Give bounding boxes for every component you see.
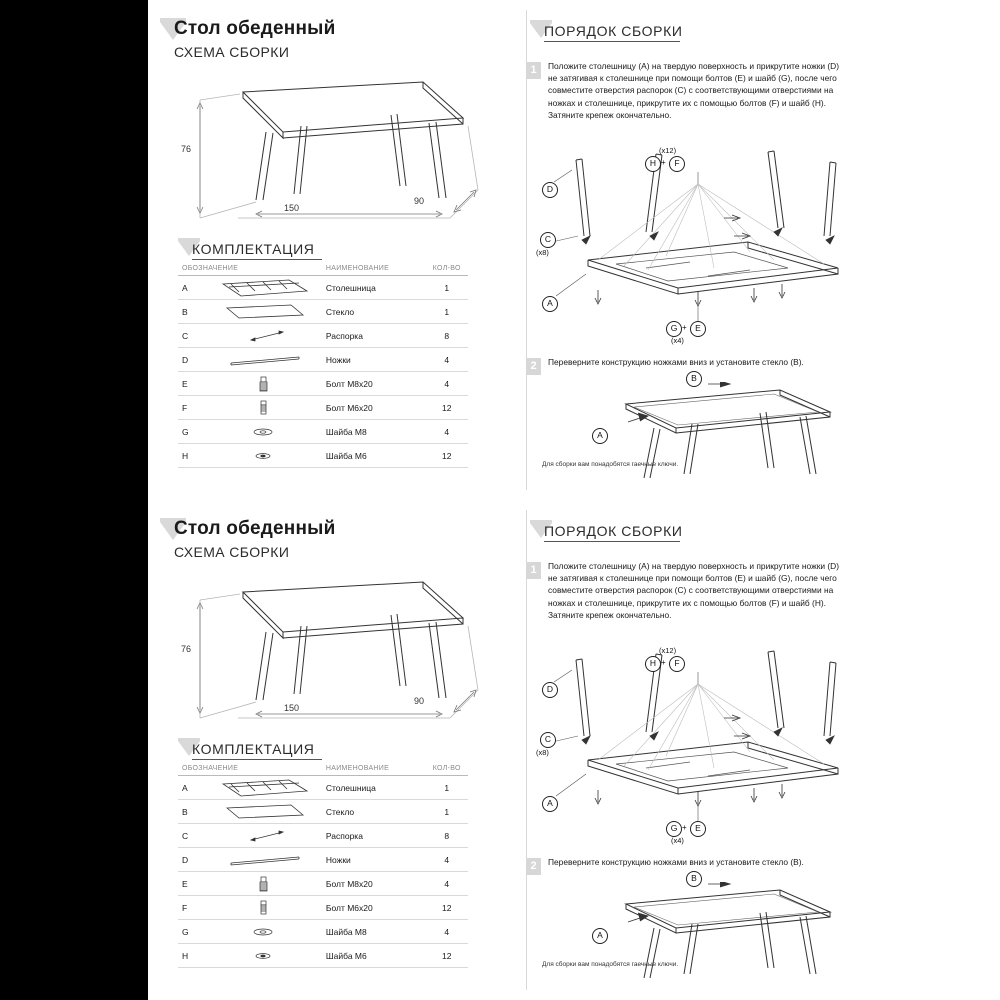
bolt-m6-icon	[207, 396, 322, 420]
page-title: Стол обеденный	[174, 18, 336, 39]
table-row	[178, 824, 468, 848]
dimension-length: 150	[284, 703, 300, 713]
part-code: F	[178, 896, 207, 920]
callout-H: H	[645, 156, 661, 172]
table-row	[178, 372, 468, 396]
spacer-icon	[207, 824, 322, 848]
part-code: H	[178, 944, 207, 968]
part-name: Стекло	[322, 300, 426, 324]
assembly-manual-page	[148, 0, 1000, 1000]
part-name: Распорка	[322, 324, 426, 348]
washer-m8-icon	[207, 920, 322, 944]
callout-D: D	[542, 682, 558, 698]
step-text-2: Переверните конструкцию ножками вниз и установите стекло (B).	[548, 357, 804, 367]
step-text-1: Положите столешницу (A) на твердую поверхность и прикрутите ножки (D) не затягивая к столешнице при помощи болтов (E) и шайб (G), после чего совместите отверстия распорок (C) с соответствующими отверстиями на ножках и столешнице, прикрутите их с помощью болтов (F) и шайб (H). Затяните крепеж окончательно.	[548, 61, 839, 120]
part-name: Ножки	[322, 348, 426, 372]
part-qty: 8	[425, 324, 468, 348]
page-subtitle: СХЕМА СБОРКИ	[174, 544, 290, 560]
callout-B: B	[686, 371, 702, 387]
step-number-2: 2	[526, 858, 541, 875]
parts-table	[178, 762, 468, 968]
section-title-parts: КОМПЛЕКТАЦИЯ	[192, 241, 315, 257]
part-qty: 4	[425, 372, 468, 396]
table-row	[178, 896, 468, 920]
qty-h-f: (x12)	[659, 646, 677, 655]
part-code: A	[178, 776, 207, 800]
part-name: Болт M8x20	[322, 372, 426, 396]
leg-icon	[207, 348, 322, 372]
part-name: Столешница	[322, 776, 426, 800]
header-code: ОБОЗНАЧЕНИЕ	[178, 262, 322, 276]
qty-c: (x8)	[536, 748, 549, 757]
part-qty: 4	[425, 420, 468, 444]
callout-F: F	[669, 656, 685, 672]
step1-exploded-drawing	[538, 140, 878, 345]
table-row	[178, 944, 468, 968]
part-name: Распорка	[322, 824, 426, 848]
dimension-width: 90	[414, 196, 425, 206]
step-text-1: Положите столешницу (A) на твердую поверхность и прикрутите ножки (D) не затягивая к столешнице при помощи болтов (E) и шайб (G), после чего совместите отверстия распорок (C) с соответствующими отверстиями на ножках и столешнице, прикрутите их с помощью болтов (F) и шайб (H). Затяните крепеж окончательно.	[548, 561, 839, 620]
part-code: H	[178, 444, 207, 468]
part-qty: 4	[425, 872, 468, 896]
table-row	[178, 444, 468, 468]
step-number-1: 1	[526, 562, 541, 579]
part-qty: 1	[425, 776, 468, 800]
glass-icon	[207, 800, 322, 824]
callout-A: A	[542, 796, 558, 812]
part-name: Шайба M6	[322, 444, 426, 468]
callout-G: G	[666, 821, 682, 837]
part-qty: 1	[425, 276, 468, 300]
washer-m6-icon	[207, 444, 322, 468]
dimension-height: 76	[181, 144, 192, 154]
part-name: Шайба M6	[322, 944, 426, 968]
spacer-icon	[207, 324, 322, 348]
part-qty: 4	[425, 348, 468, 372]
table-row	[178, 276, 468, 300]
column-divider-2	[526, 510, 527, 990]
callout-B: B	[686, 871, 702, 887]
part-name: Болт M8x20	[322, 872, 426, 896]
bolt-m8-icon	[207, 872, 322, 896]
section-underline-steps	[544, 541, 680, 542]
glass-icon	[207, 300, 322, 324]
washer-m8-icon	[207, 420, 322, 444]
washer-m6-icon	[207, 944, 322, 968]
parts-table	[178, 262, 468, 468]
section-title-steps: ПОРЯДОК СБОРКИ	[544, 23, 683, 39]
bolt-m6-icon	[207, 896, 322, 920]
part-code: C	[178, 324, 207, 348]
callout-A-step2: A	[592, 928, 608, 944]
manual-sheet-1	[148, 0, 1000, 500]
callout-E: E	[690, 321, 706, 337]
parts-table-header	[178, 762, 468, 776]
table-overview-drawing	[178, 70, 488, 230]
step-number-2: 2	[526, 358, 541, 375]
part-code: A	[178, 276, 207, 300]
table-row	[178, 300, 468, 324]
page-title: Стол обеденный	[174, 518, 336, 539]
part-qty: 4	[425, 848, 468, 872]
part-code: G	[178, 920, 207, 944]
part-code: E	[178, 872, 207, 896]
page-subtitle: СХЕМА СБОРКИ	[174, 44, 290, 60]
qty-g-e: (x4)	[671, 336, 684, 345]
leg-icon	[207, 848, 322, 872]
bolt-m8-icon	[207, 372, 322, 396]
callout-G: G	[666, 321, 682, 337]
part-code: G	[178, 420, 207, 444]
part-qty: 12	[425, 944, 468, 968]
header-code: ОБОЗНАЧЕНИЕ	[178, 762, 322, 776]
callout-A-step2: A	[592, 428, 608, 444]
table-row	[178, 848, 468, 872]
plus-sign-1: +	[661, 658, 666, 667]
part-qty: 1	[425, 300, 468, 324]
tabletop-icon	[207, 776, 322, 800]
qty-g-e: (x4)	[671, 836, 684, 845]
part-name: Ножки	[322, 848, 426, 872]
table-row	[178, 776, 468, 800]
dimension-length: 150	[284, 203, 300, 213]
part-code: E	[178, 372, 207, 396]
table-row	[178, 920, 468, 944]
part-name: Шайба M8	[322, 420, 426, 444]
qty-c: (x8)	[536, 248, 549, 257]
parts-table-header	[178, 262, 468, 276]
callout-E: E	[690, 821, 706, 837]
part-code: D	[178, 848, 207, 872]
part-name: Шайба M8	[322, 920, 426, 944]
header-qty: КОЛ-ВО	[425, 262, 468, 276]
callout-D: D	[542, 182, 558, 198]
section-title-steps: ПОРЯДОК СБОРКИ	[544, 523, 683, 539]
step2-note: Для сборки вам понадобятся гаечные ключи.	[542, 961, 679, 968]
table-row	[178, 396, 468, 420]
callout-H: H	[645, 656, 661, 672]
part-name: Болт M6x20	[322, 396, 426, 420]
table-row	[178, 872, 468, 896]
callout-A: A	[542, 296, 558, 312]
step-number-1: 1	[526, 62, 541, 79]
part-qty: 12	[425, 896, 468, 920]
header-name: НАИМЕНОВАНИЕ	[322, 262, 426, 276]
table-row	[178, 348, 468, 372]
header-name: НАИМЕНОВАНИЕ	[322, 762, 426, 776]
callout-C: C	[540, 232, 556, 248]
part-code: C	[178, 824, 207, 848]
dimension-height: 76	[181, 644, 192, 654]
part-qty: 4	[425, 920, 468, 944]
step2-drawing	[568, 882, 858, 987]
part-qty: 12	[425, 396, 468, 420]
table-row	[178, 420, 468, 444]
callout-C: C	[540, 732, 556, 748]
section-underline-parts	[192, 259, 322, 260]
part-code: B	[178, 800, 207, 824]
tabletop-icon	[207, 276, 322, 300]
part-code: B	[178, 300, 207, 324]
part-qty: 8	[425, 824, 468, 848]
step-text-2: Переверните конструкцию ножками вниз и установите стекло (B).	[548, 857, 804, 867]
section-underline-parts	[192, 759, 322, 760]
plus-sign-2: +	[682, 323, 687, 332]
header-qty: КОЛ-ВО	[425, 762, 468, 776]
part-name: Болт M6x20	[322, 896, 426, 920]
plus-sign-2: +	[682, 823, 687, 832]
qty-h-f: (x12)	[659, 146, 677, 155]
part-code: D	[178, 348, 207, 372]
part-name: Стекло	[322, 800, 426, 824]
part-qty: 1	[425, 800, 468, 824]
table-row	[178, 800, 468, 824]
table-row	[178, 324, 468, 348]
dimension-width: 90	[414, 696, 425, 706]
step1-exploded-drawing	[538, 640, 878, 845]
callout-F: F	[669, 156, 685, 172]
table-overview-drawing	[178, 570, 488, 730]
step2-drawing	[568, 382, 858, 487]
part-name: Столешница	[322, 276, 426, 300]
part-code: F	[178, 396, 207, 420]
part-qty: 12	[425, 444, 468, 468]
plus-sign-1: +	[661, 158, 666, 167]
section-underline-steps	[544, 41, 680, 42]
column-divider	[526, 10, 527, 490]
section-title-parts: КОМПЛЕКТАЦИЯ	[192, 741, 315, 757]
manual-sheet-2	[148, 500, 1000, 1000]
step2-note: Для сборки вам понадобятся гаечные ключи.	[542, 461, 679, 468]
